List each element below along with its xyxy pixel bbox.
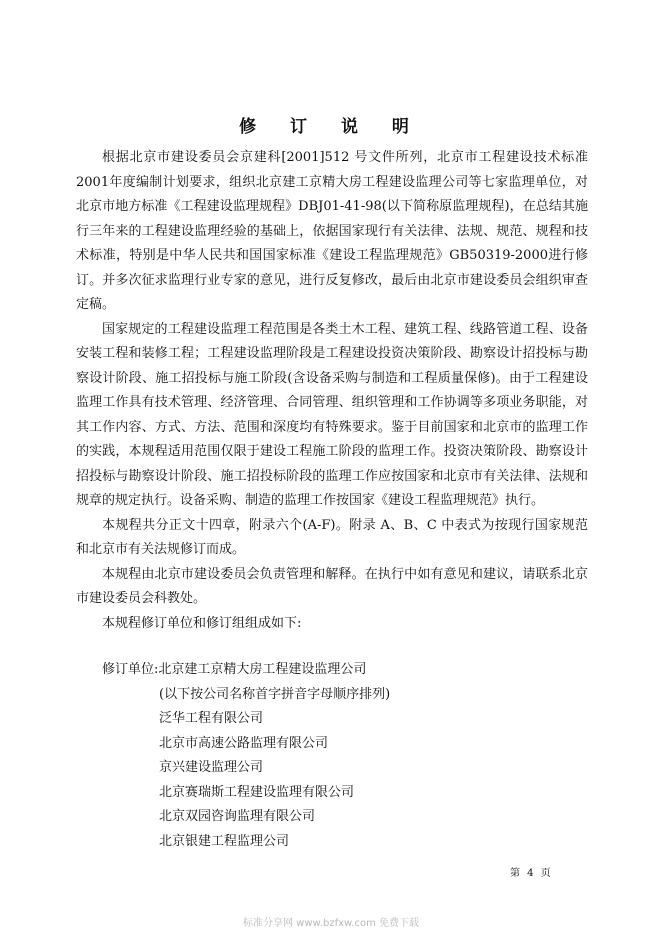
watermark: 标准分享网 www.bzfxw.com 免费下载 [243, 918, 419, 929]
revision-units [102, 658, 390, 854]
revision-units-list [102, 683, 390, 855]
revision-units-heading [102, 658, 390, 683]
list-item: (以下按公司名称首字拼音字母顺序排列) [159, 686, 391, 702]
list-item: 北京市高速公路监理有限公司 [159, 735, 329, 751]
list-item: 北京银建工程监理公司 [159, 833, 290, 849]
page-number: 第 4 页 [510, 868, 553, 879]
document-body [76, 146, 588, 636]
paragraph-2: 国家规定的工程建设监理工程范围是各类土木工程、建筑工程、线路管道工程、设备安装工程和装修工程；工程建设监理阶段是工程建设投资决策阶段、勘察设计招投标与勘察设计阶段、施工招投标与施工阶段(含设备采购与制造和工程质量保修)。由于工程建设监理工作具有技术管理、经济管理、合同管理、组织管理和工作协调等多项业务职能，对其工作内容、方式、方法、范围和深度均有特殊要求。鉴于目前国家和北京市的监理工作的实践，本规程适用范围仅限于建设工程施工阶段的监理工作。投资决策阶段、勘察设计招投标与勘察设计阶段、施工招投标阶段的监理工作应按国家和北京市有关法律、法规和规章的规定执行。设备采购、制造的监理工作按国家《建设工程监理规范》执行。 [76, 321, 588, 508]
list-item: 北京赛瑞斯工程建设监理有限公司 [159, 784, 355, 800]
paragraph-1: 根据北京市建设委员会京建科[2001]512 号文件所列，北京市工程建设技术标准2001年度编制计划要求，组织北京建工京精大房工程建设监理公司等七家监理单位，对北京市地方标准《工程建设监理规程》DBJ01-41-98(以下简称原监理规程)，在总结其施行三年来的工程建设监理经验的基础上，依据国家现行有关法律、法规、规范、规程和技术标准，特别是中华人民共和国国家标准《建设工程监理规范》GB50319-2000进行修订。并多次征求监理行业专家的意见，进行反复修改，最后由北京市建设委员会组织审查定稿。 [76, 150, 588, 312]
revision-units-lead: 北京建工京精大房工程建设监理公司 [158, 662, 367, 677]
paragraph-4: 本规程由北京市建设委员会负责管理和解释。在执行中如有意见和建议，请联系北京市建设委员会科教处。 [76, 566, 588, 606]
page-title: 修 订 说 明 [239, 117, 423, 137]
list-item: 泛华工程有限公司 [159, 711, 264, 726]
list-item: 京兴建设监理公司 [159, 760, 264, 775]
paragraph-5: 本规程修订单位和修订组组成如下: [102, 615, 302, 631]
revision-units-label: 修订单位: [102, 662, 159, 677]
paragraph-3: 本规程共分正文十四章，附录六个(A-F)。附录 A、B、C 中表式为按现行国家规范和北京市有关法规修订而成。 [76, 517, 588, 557]
list-item: 北京双园咨询监理有限公司 [159, 809, 316, 824]
